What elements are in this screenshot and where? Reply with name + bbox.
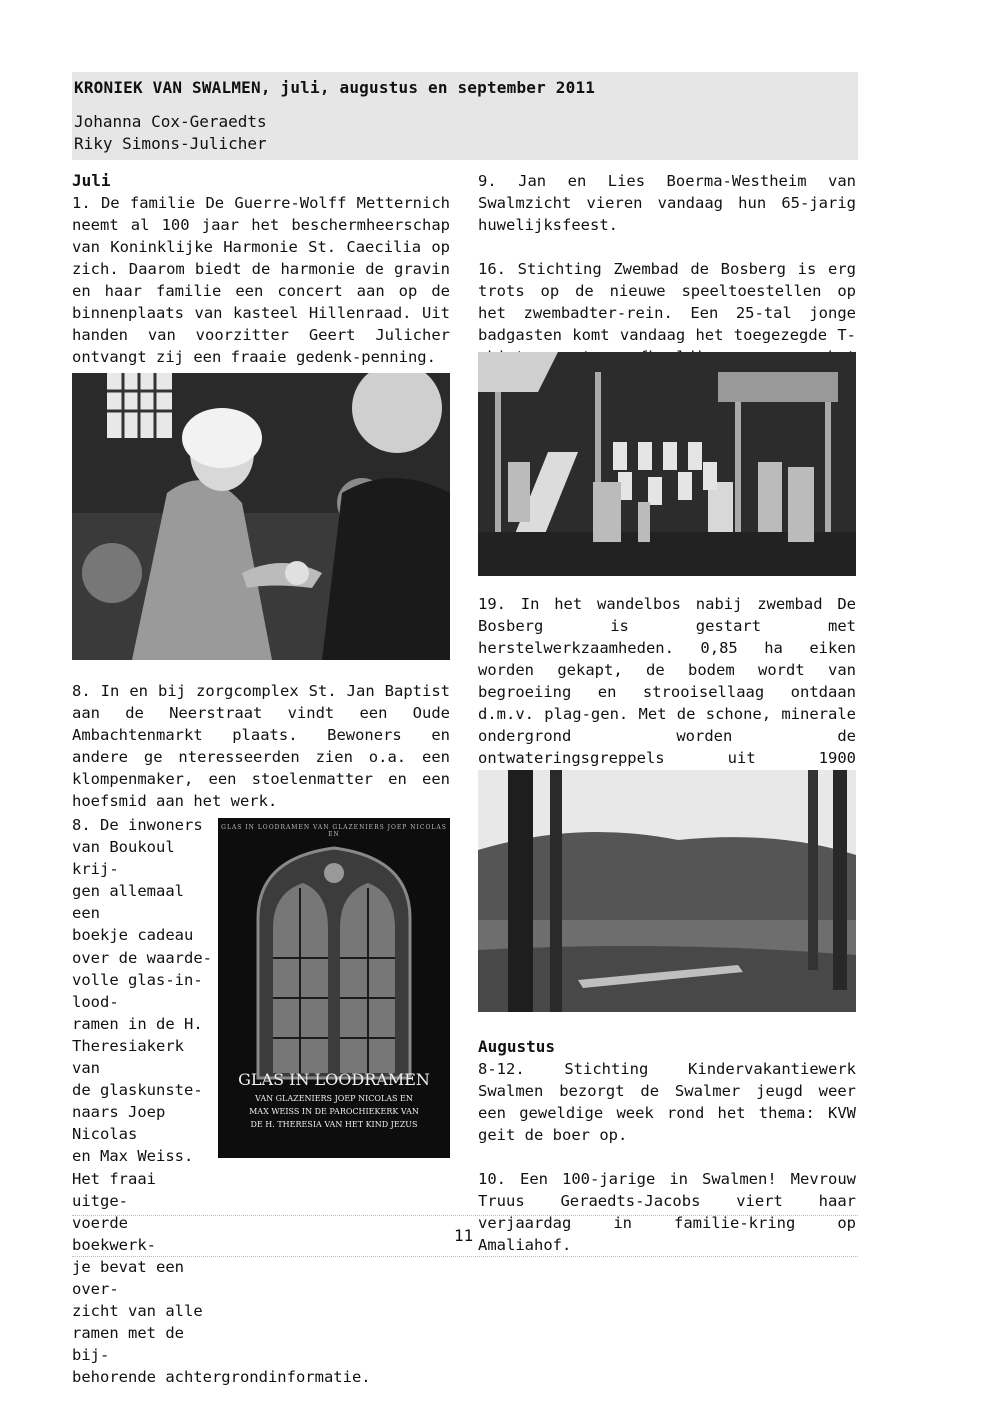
item-9: 9. Jan en Lies Boerma-Westheim van Swalmzicht vieren vandaag hun 65-jarig huwelijksfeest.	[478, 172, 856, 234]
book-text-line: gen allemaal een	[72, 882, 184, 923]
book-text-line: Het fraai uitge-	[72, 1169, 156, 1210]
author-2: Riky Simons-Julicher	[74, 134, 267, 153]
book-text-line: zicht van alle	[72, 1302, 203, 1321]
book-text-line: je bevat een over-	[72, 1257, 184, 1298]
book-text-line: over de waarde-	[72, 948, 212, 967]
item-10: 10. Een 100-jarige in Swalmen! Mevrouw Truus Geraedts-Jacobs viert haar verjaardag in familie-kring op Amaliahof.	[478, 1170, 856, 1254]
book-text-line: voerde boekwerk-	[72, 1213, 156, 1254]
item-8-12: 8-12. Stichting Kindervakantiewerk Swalmen bezorgt de Swalmer jeugd weer een geweldige week rond het thema: KVW geit de boer op.	[478, 1060, 856, 1144]
book-text-line: en Max Weiss.	[72, 1147, 194, 1166]
item-1: 1. De familie De Guerre-Wolff Metternich neemt al 100 jaar het beschermheerschap van Koninklijke Harmonie St. Caecilia op zich. Daarom biedt de harmonie de gravin en haar familie een concert aan op de binnenplaats van kasteel Hillenraad. Uit handen van voorzitter Geert Julicher ontvangt zij een fraaie gedenk-penning.	[72, 194, 450, 366]
photo-playground	[478, 352, 856, 576]
book-text-line: ramen in de H.	[72, 1014, 203, 1033]
book-title: GLAS IN LOODRAMEN	[238, 1070, 430, 1089]
page-title: KRONIEK VAN SWALMEN, juli, augustus en september 2011	[74, 78, 596, 97]
section-heading-augustus: Augustus	[478, 1037, 556, 1056]
item-19: 19. In het wandelbos nabij zwembad De Bosberg is gestart met herstelwerkzaamheden. 0,85 ha eiken worden gekapt, de bodem wordt van begroeiing en strooisellaag ontdaan d.m.v. plag-gen. Met de schone, minerale ondergrond worden de ontwateringsgreppels uit 1900	[478, 595, 856, 767]
author-1: Johanna Cox-Geraedts	[74, 112, 267, 131]
book-text-line: Theresiakerk van	[72, 1036, 184, 1078]
book-text-line: volle glas-in-lood-	[72, 970, 203, 1011]
book-text-line: van Boukoul krij-	[72, 838, 175, 879]
book-text-line: de glaskunste-	[72, 1081, 203, 1100]
book-cover	[218, 818, 450, 1158]
book-text-line: 8. De inwoners	[72, 816, 203, 834]
book-subtitle-1: VAN GLAZENIERS JOEP NICOLAS EN	[255, 1094, 413, 1103]
book-subtitle-2: MAX WEISS IN DE PAROCHIEKERK VAN	[249, 1107, 419, 1116]
photo-forest	[478, 770, 856, 1012]
item-8-market: 8. In en bij zorgcomplex St. Jan Baptist aan de Neerstraat vindt een Oude Ambachtenmarkt plaats. Bewoners en andere ge nteresseerden zien o.a. een klompenmaker, een stoelenmatter en een hoefsmid aan het werk.	[72, 682, 450, 810]
photo-concert	[72, 373, 450, 660]
book-top-line: GLAS IN LOODRAMEN VAN GLAZENIERS JOEP NICOLAS EN	[221, 824, 447, 838]
left-column-mid	[72, 680, 450, 812]
page-header	[72, 72, 858, 160]
item-16: 16. Stichting Zwembad de Bosberg is erg trots op de nieuwe speeltoestellen op het zwembadter-rein. Een 25-tal jonge badgasten komt vandaag het toegezegde T-	[478, 260, 856, 344]
book-text-line: ramen met de bij-	[72, 1324, 184, 1365]
left-column-top	[72, 170, 450, 368]
page-number: 11	[454, 1226, 474, 1245]
book-text-line: behorende achtergrondinformatie.	[72, 1368, 371, 1387]
book-subtitle-3: DE H. THERESIA VAN HET KIND JEZUS	[250, 1120, 418, 1129]
section-heading-juli: Juli	[72, 171, 111, 190]
book-text-line: boekje cadeau	[72, 926, 194, 945]
book-text-line: naars Joep Nicolas	[72, 1103, 166, 1144]
